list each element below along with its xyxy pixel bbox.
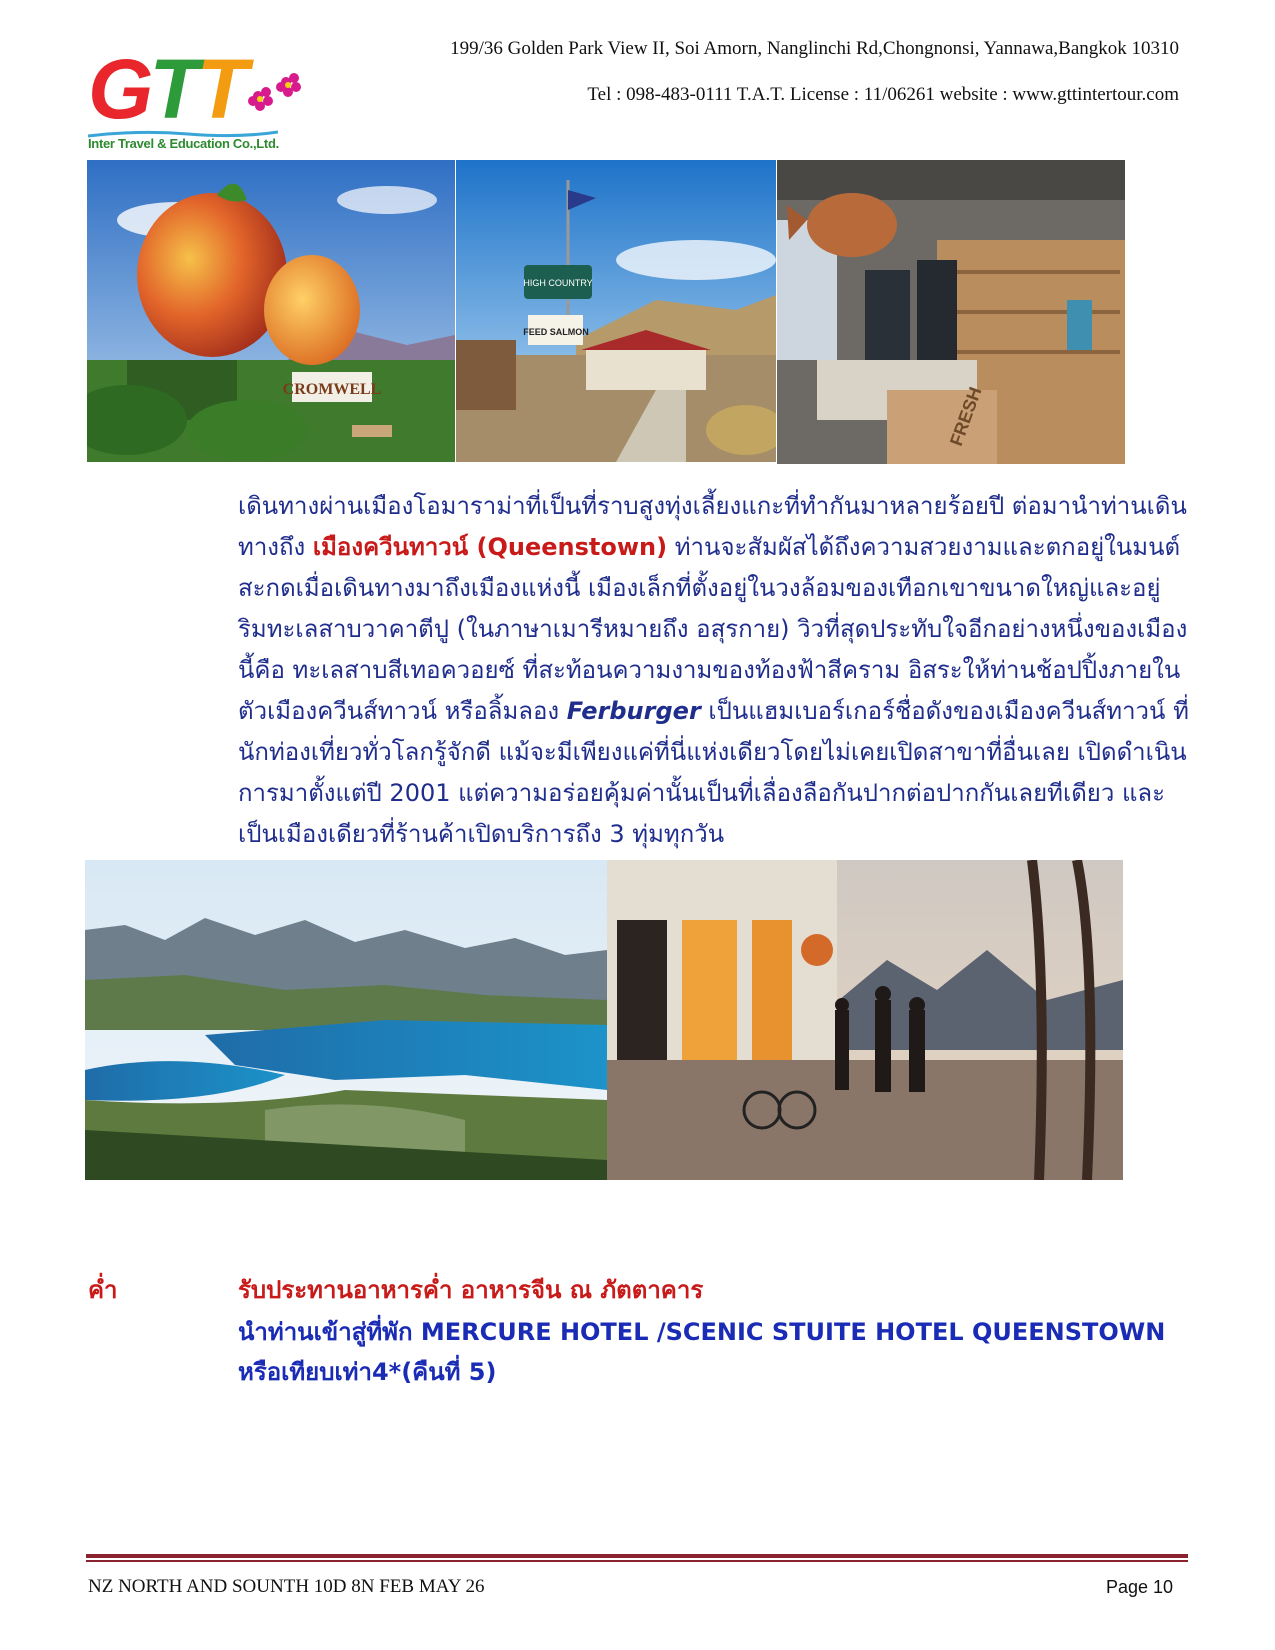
hotel-description: นำท่านเข้าสู่ที่พัก MERCURE HOTEL /SCENIC STUITE HOTEL QUEENSTOWN หรือเทียบเท่า4*(คืนที่ 5) [238,1318,1166,1386]
company-logo [88,44,288,164]
svg-text:HIGH COUNTRY: HIGH COUNTRY [523,278,593,288]
queenstown-lake-photo [85,860,607,1180]
footer-divider [86,1554,1188,1558]
page-number: Page 10 [1105,1577,1173,1597]
logo-subtitle: Inter Travel & Education Co.,Ltd. [88,136,279,151]
logo-wordmark: GTT [88,42,244,136]
tour-code: NZ NORTH AND SOUNTH 10D 8N FEB MAY 26 [88,1576,485,1597]
para-text-3: เป็นแฮมเบอร์เกอร์ชื่อดังของเมืองควีนส์ทาวน์ ที่นักท่องเที่ยวทั่วโลกรู้จักดี แม้จะมีเพียงแค่ที่นี่แห่งเดียวโดยไม่เคยเปิดสาขาที่อื่นเลย เปิดดำเนินการมาตั้งแต่ปี 2001 แต่ความอร่อยคุ้มค่านั้นเป็นที่เลื่องลือกันปากต่อปากกันเลยทีเดียว และเป็นเมืองเดียวที่ร้านค้าเปิดบริการถึง 3 ทุ่มทุกวัน [238,697,1189,848]
queenstown-street-photo [607,860,1123,1180]
queenstown-highlight: เมืองควีนทาวน์ (Queenstown) [312,533,668,561]
salmon-sign-text: FEED SALMON [523,327,589,337]
para-text-1: เดินทางผ่านเมืองโอมาราม่าที่เป็นที่ราบสูงทุ่งเลี้ยงแกะที่ทำกันมาหลายร้อยปี ต่อมานำท่านเดินทางถึง [238,492,1187,561]
dinner-description: รับประทานอาหารค่ำ อาหารจีน ณ ภัตตาคาร [238,1276,704,1304]
cromwell-sign-text: CROMWELL [282,381,382,398]
para-text-2: ท่านจะสัมผัสได้ถึงความสวยงามและตกอยู่ในมนต์สะกดเมื่อเดินทางมาถึงเมืองแห่งนี้ เมืองเล็กที่ตั้งอยู่ในวงล้อมของเทือกเขาขนาดใหญ่และอยู่ ริมทะเลสาบวาคาตีปู (ในภาษาเมารีหมายถึง อสุรกาย) วิวที่สุดประทับใจอีกอย่างหนึ่งของเมืองนี้คือ ทะเลสาบสีเทอควอยซ์ ที่สะท้อนความงามของท้องฟ้าสีคราม อิสระให้ท่านช้อปปิ้งภายในตัวเมืองควีนส์ทาวน์ หรือลิ้มลอง [238,533,1188,725]
salmon-farm-photo [456,160,776,462]
cromwell-fruit-photo [87,160,455,462]
company-address: 199/36 Golden Park View II, Soi Amorn, Nanglinchi Rd,Chongnonsi, Yannawa,Bangkok 10310 [450,38,1179,59]
shop-counter-text: FRESH [945,384,986,449]
queenstown-description [238,486,1190,855]
meal-label-dinner: ค่ำ [88,1276,118,1304]
company-contact: Tel : 098-483-0111 T.A.T. License : 11/06261 website : www.gttintertour.com [587,84,1179,105]
ferburger-brand: Ferburger [566,697,701,725]
salmon-shop-photo [777,160,1125,464]
flower-icon [238,66,308,126]
footer-divider-thin [86,1560,1188,1562]
